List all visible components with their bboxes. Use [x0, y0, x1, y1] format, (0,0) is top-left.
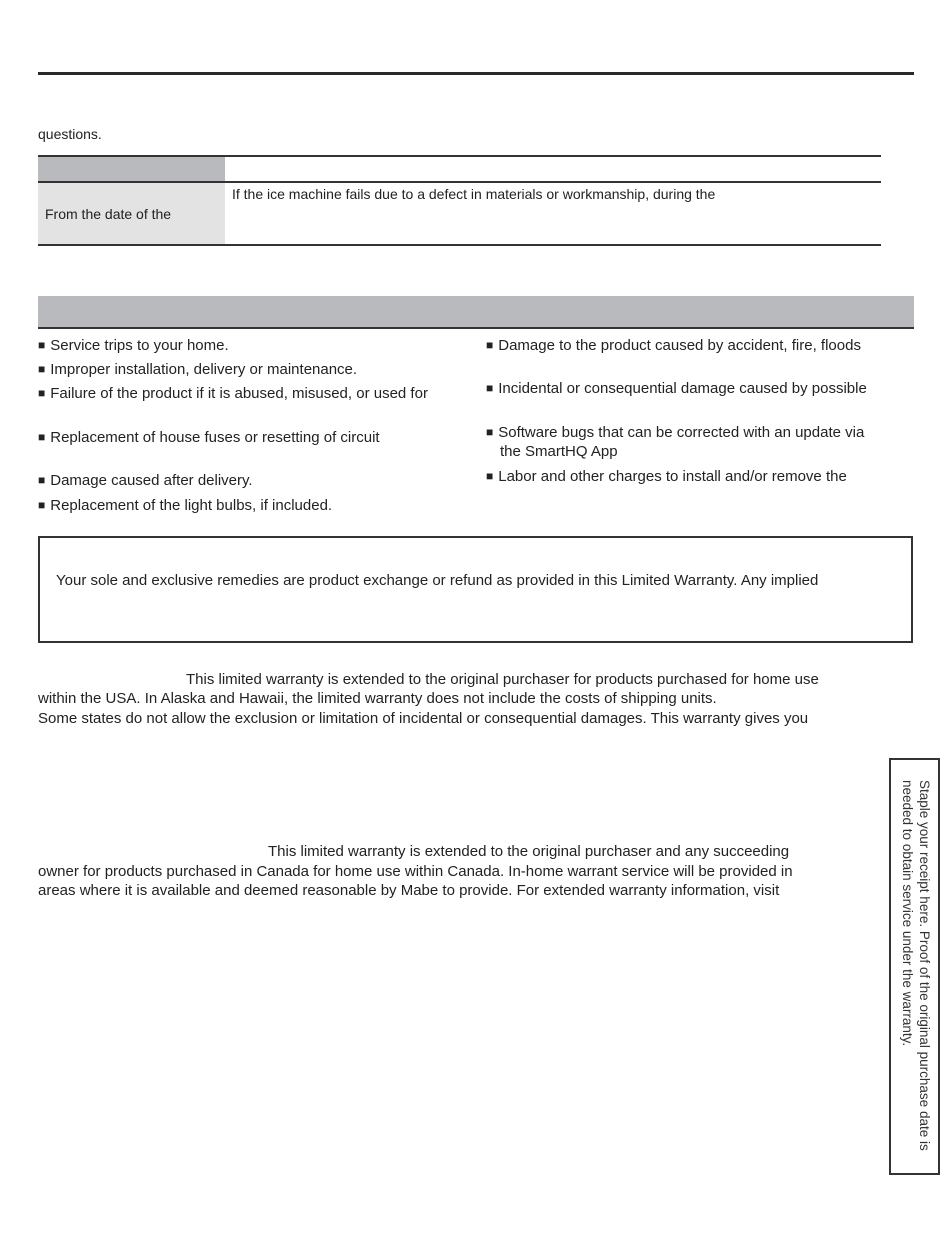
intro-text: questions.	[38, 126, 102, 142]
exclusion-item	[486, 337, 861, 355]
canada-paragraph-line: owner for products purchased in Canada for home use within Canada. In-home warrant service will be provided in	[38, 863, 793, 880]
remedies-text: Your sole and exclusive remedies are product exchange or refund as provided in this Limited Warranty. Any implied	[56, 572, 819, 589]
exclusion-item	[486, 380, 867, 398]
usa-paragraph-line: This limited warranty is extended to the original purchaser for products purchased for home use	[186, 671, 819, 688]
exclusion-item	[486, 424, 864, 442]
exclusion-text: Software bugs that can be corrected with an update via	[498, 424, 865, 441]
exclusion-item	[38, 361, 357, 379]
bullet-icon: ■	[38, 362, 46, 376]
bullet-icon: ■	[38, 338, 46, 352]
usa-paragraph-line: within the USA. In Alaska and Hawaii, the limited warranty does not include the costs of shipping units.	[38, 690, 717, 707]
warranty-period-text: From the date of the	[45, 206, 172, 222]
exclusion-item	[38, 497, 332, 515]
bullet-icon: ■	[38, 386, 46, 400]
receipt-staple-box	[889, 758, 940, 1175]
bullet-icon: ■	[38, 430, 46, 444]
bullet-icon: ■	[486, 338, 494, 352]
exclusion-text: Damage to the product caused by accident, fire, floods	[498, 337, 861, 354]
exclusion-item	[486, 468, 847, 486]
canada-paragraph-line: This limited warranty is extended to the original purchaser and any succeeding	[268, 843, 790, 860]
exclusion-item	[38, 472, 253, 490]
warranty-description-text: If the ice machine fails due to a defect in materials or workmanship, during the	[232, 186, 716, 202]
top-rule	[38, 72, 914, 75]
exclusion-text: Failure of the product if it is abused, misused, or used for	[50, 385, 428, 402]
exclusion-item	[38, 337, 229, 355]
bullet-icon: ■	[38, 498, 46, 512]
bullet-icon: ■	[486, 425, 494, 439]
exclusion-text: Incidental or consequential damage caused by possible	[498, 380, 867, 397]
exclusion-text: Labor and other charges to install and/or remove the	[498, 468, 847, 485]
exclusion-text: Improper installation, delivery or maintenance.	[50, 361, 358, 378]
exclusion-text: Replacement of the light bulbs, if included.	[50, 497, 333, 514]
exclusion-continuation: the SmartHQ App	[500, 443, 618, 460]
usa-paragraph-line: Some states do not allow the exclusion or limitation of incidental or consequential damages. This warranty gives you	[38, 710, 809, 727]
receipt-note: Staple your receipt here. Proof of the original purchase date is needed to obtain service under the warranty.	[900, 780, 932, 1151]
exclusion-text: Replacement of house fuses or resetting of circuit	[50, 429, 380, 446]
exclusion-text: Service trips to your home.	[50, 337, 229, 354]
canada-paragraph-line: areas where it is available and deemed reasonable by Mabe to provide. For extended warranty information, visit	[38, 882, 780, 899]
exclusions-header-band	[38, 296, 914, 329]
exclusion-text: Damage caused after delivery.	[50, 472, 253, 489]
exclusion-item	[38, 429, 380, 447]
table-bottom-rule	[38, 244, 881, 246]
bullet-icon: ■	[38, 473, 46, 487]
exclusion-item	[38, 385, 428, 403]
bullet-icon: ■	[486, 469, 494, 483]
table-header-cell	[38, 157, 225, 181]
bullet-icon: ■	[486, 381, 494, 395]
remedies-box	[38, 536, 913, 643]
